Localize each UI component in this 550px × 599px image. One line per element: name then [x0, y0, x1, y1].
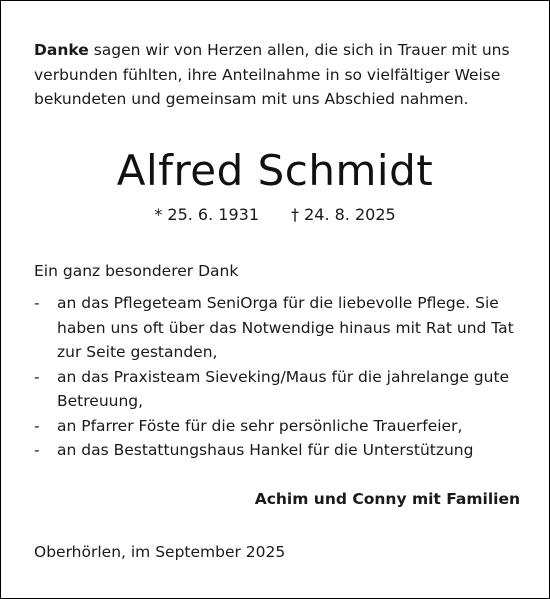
thanks-item-text: an das Praxisteam Sieveking/Maus für die jahrelange gute Betreuung,	[57, 367, 510, 410]
intro-paragraph	[34, 38, 534, 112]
thanks-item	[34, 438, 534, 463]
thanks-heading: Ein ganz besonderer Dank	[34, 262, 239, 280]
deceased-name: Alfred Schmidt	[116, 146, 434, 195]
life-dates	[1, 203, 549, 227]
family-signature: Achim und Conny mit Familien	[254, 490, 520, 508]
intro-bold-word: Danke	[34, 41, 89, 59]
list-dash: -	[34, 441, 40, 459]
thanks-item-text: an das Bestattungshaus Hankel für die Unterstützung	[57, 441, 474, 459]
list-dash: -	[34, 416, 40, 435]
place-and-date: Oberhörlen, im September 2025	[34, 543, 286, 561]
birth-date: * 25. 6. 1931	[154, 205, 259, 224]
thanks-item	[34, 414, 534, 439]
thanks-item	[34, 291, 534, 365]
list-dash: -	[34, 367, 40, 386]
intro-text: sagen wir von Herzen allen, die sich in Trauer mit uns verbunden fühlten, ihre Anteilnahme in so vielfältiger Weise bekundeten und gemeinsam mit uns Abschied nahmen.	[34, 41, 510, 108]
thanks-item-text: an das Pflegeteam SeniOrga für die liebevolle Pflege. Sie haben uns oft über das Notwendige hinaus mit Rat und Tat zur Seite gestanden,	[57, 294, 514, 361]
thanks-item	[34, 365, 534, 414]
thanks-item-text: an Pfarrer Föste für die sehr persönliche Trauerfeier,	[57, 416, 463, 435]
death-date: † 24. 8. 2025	[291, 205, 396, 224]
list-dash: -	[34, 294, 40, 312]
thanks-list	[34, 291, 534, 463]
